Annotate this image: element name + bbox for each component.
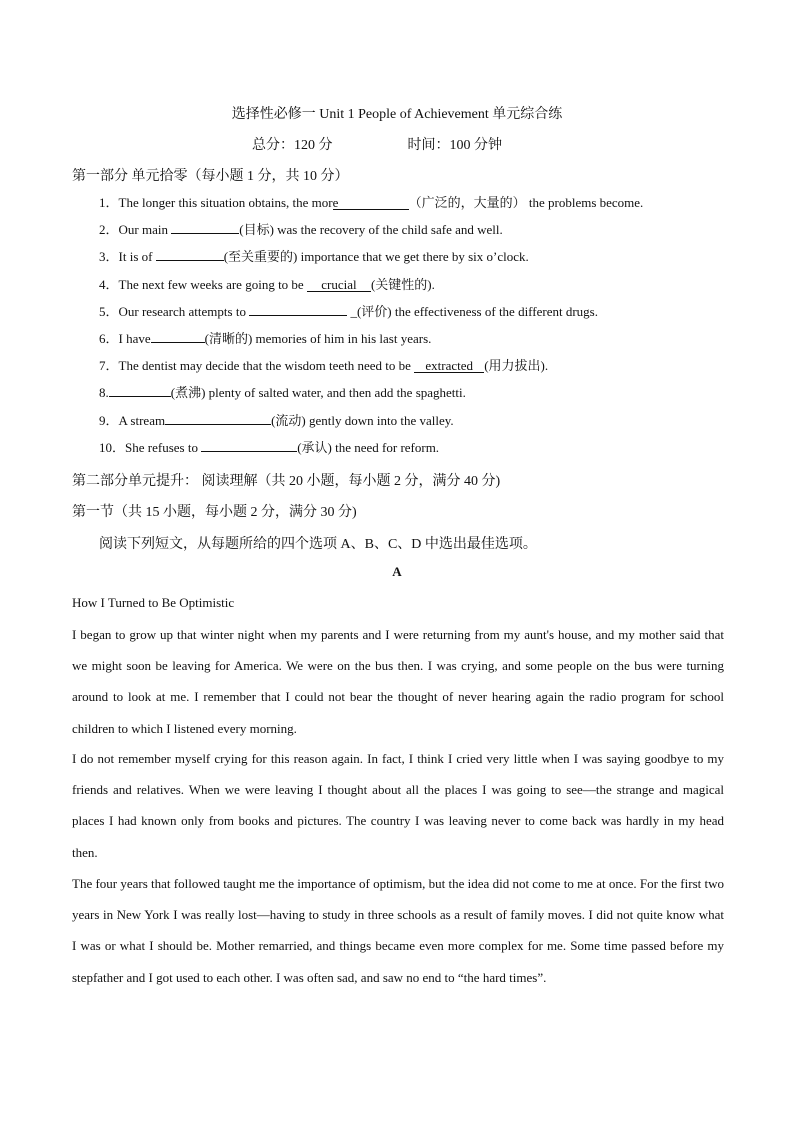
page-title: 选择性必修一 Unit 1 People of Achievement 单元综合练 xyxy=(231,107,563,122)
list-item: 5．Our research attempts to _(评价) the effectiveness of the different drugs. xyxy=(99,301,739,320)
answer-blank[interactable] xyxy=(165,410,271,425)
answer-blank[interactable] xyxy=(109,382,171,397)
part2-heading: 第二部分单元提升： 阅读理解（共 20 小题，每小题 2 分，满分 40 分) xyxy=(72,474,501,489)
part1-heading: 第一部分 单元拾零（每小题 1 分，共 10 分） xyxy=(72,169,349,184)
list-item: 2．Our main (目标) was the recovery of the child safe and well. xyxy=(99,219,739,238)
list-item: 6．I have (清晰的) memories of him in his last years. xyxy=(99,328,739,347)
answer-blank[interactable] xyxy=(156,246,224,261)
list-item: 3．It is of (至关重要的) importance that we get there by six o’clock. xyxy=(99,246,739,265)
answer-blank[interactable] xyxy=(249,301,347,316)
exam-info xyxy=(252,134,552,154)
paragraph: I began to grow up that winter night when my parents and I were returning from my aunt's house, and my mother said that we might soon be leaving for America. We were on the bus then. I was crying, and some people on the bus were turning around to look at me. I remember that I could not bear the thought of never hearing again the radio program for school children to which I listened every morning. xyxy=(72,627,724,736)
answer-blank[interactable] xyxy=(151,328,205,343)
list-item: 9．A stream (流动) gently down into the valley. xyxy=(99,410,739,429)
answer-blank[interactable]: extracted xyxy=(414,358,484,373)
section-heading: 第一节（共 15 小题，每小题 2 分，满分 30 分) xyxy=(72,505,357,520)
answer-blank[interactable]: crucial xyxy=(307,277,371,292)
list-item: 4．The next few weeks are going to be crucial (关键性的). xyxy=(99,277,435,292)
paragraph: I do not remember myself crying for this reason again. In fact, I think I cried very little when I was saying goodbye to my friends and relatives. When we were leaving I thought about all the places I was going to see—the strange and magical places I had known only from books and pictures. The country I was leaving never to come back was hardly in my head then. xyxy=(72,751,724,860)
list-item: 7．The dentist may decide that the wisdom teeth need to be extracted (用力拔出). xyxy=(99,358,549,373)
answer-blank[interactable] xyxy=(171,219,239,234)
answer-blank[interactable] xyxy=(201,437,297,452)
exam-time: 时间：100 分钟 xyxy=(407,138,502,153)
total-score: 总分：120 分 xyxy=(252,138,333,153)
passage-title: How I Turned to Be Optimistic xyxy=(72,595,235,610)
paragraph: The four years that followed taught me the importance of optimism, but the idea did not come to me at once. For the first two years in New York I was really lost—having to study in three schools as a result of family moves. I did not quite know what I was or what I should be. Mother remarried, and things became even more complex for me. Some time passed before my stepfather and I got used to each other. I was often sad, and saw no end to “the hard times”. xyxy=(72,876,724,985)
list-item: 1．The longer this situation obtains, the more （广泛的，大量的） the problems become. xyxy=(99,195,644,210)
instruction-text: 阅读下列短文，从每题所给的四个选项 A、B、C、D 中选出最佳选项。 xyxy=(99,537,537,552)
passage-letter: A xyxy=(392,564,402,579)
list-item: 8. (煮沸) plenty of salted water, and then add the spaghetti. xyxy=(99,382,739,401)
answer-blank[interactable]: e xyxy=(333,195,409,210)
list-item: 10．She refuses to (承认) the need for reform. xyxy=(99,437,739,456)
